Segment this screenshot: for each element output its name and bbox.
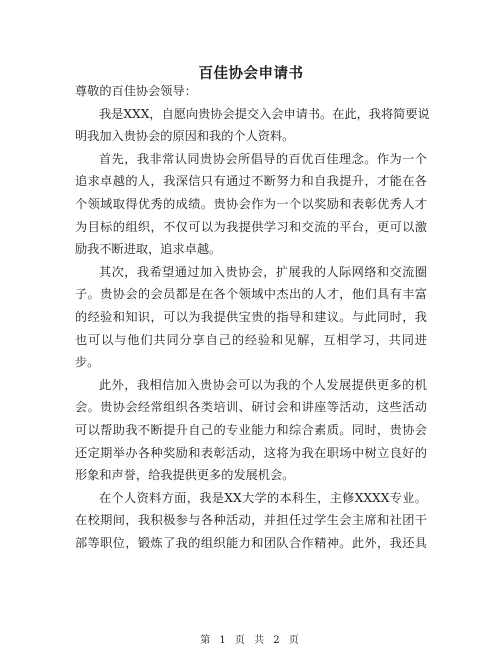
body-line: 尊敬的百佳协会领导：: [75, 84, 197, 98]
body-line: 还定期举办各种奖励和表彰活动，这将为我在职场中树立良好的: [75, 445, 427, 460]
body-line: 可以帮助我不断提升自己的专业能力和综合素质。同时，贵协会: [75, 422, 427, 437]
page-footer: 第 1 页 共 2 页: [200, 635, 302, 646]
body-line: 个领域取得优秀的成绩。贵协会作为一个以奖励和表彰优秀人才: [75, 196, 427, 211]
body-line: 部等职位，锻炼了我的组织能力和团队合作精神。此外，我还具: [75, 535, 427, 550]
body-line: 我是XXX，自愿向贵协会提交入会申请书。在此，我将简要说: [99, 106, 430, 121]
body-line: 形象和声誉，给我提供更多的发展机会。: [75, 468, 295, 483]
document-body: [75, 80, 430, 554]
document-title: 百佳协会申请书: [198, 66, 304, 82]
body-line: 明我加入贵协会的原因和我的个人资料。: [75, 129, 295, 144]
body-line: 子。贵协会的会员都是在各个领域中杰出的人才，他们具有丰富: [75, 287, 427, 302]
body-line: 追求卓越的人，我深信只有通过不断努力和自我提升，才能在各: [75, 174, 427, 189]
body-line: 其次，我希望通过加入贵协会，扩展我的人际网络和交流圈: [99, 264, 427, 279]
body-line: 步。: [75, 355, 100, 370]
body-line: 此外，我相信加入贵协会可以为我的个人发展提供更多的机: [99, 377, 427, 392]
body-line: 会。贵协会经常组织各类培训、研讨会和讲座等活动，这些活动: [75, 400, 427, 415]
body-line: 励我不断进取，追求卓越。: [75, 242, 222, 257]
body-line: 的经验和知识，可以为我提供宝贵的指导和建议。与此同时，我: [75, 309, 427, 324]
body-line: 在校期间，我积极参与各种活动，并担任过学生会主席和社团干: [75, 513, 427, 528]
body-line: 在个人资料方面，我是XX大学的本科生，主修XXXX专业。: [99, 490, 427, 505]
body-line: 首先，我非常认同贵协会所倡导的百优百佳理念。作为一个: [99, 151, 427, 166]
body-line: 为目标的组织，不仅可以为我提供学习和交流的平台，更可以激: [75, 219, 427, 234]
body-line: 也可以与他们共同分享自己的经验和见解，互相学习，共同进: [75, 332, 427, 347]
